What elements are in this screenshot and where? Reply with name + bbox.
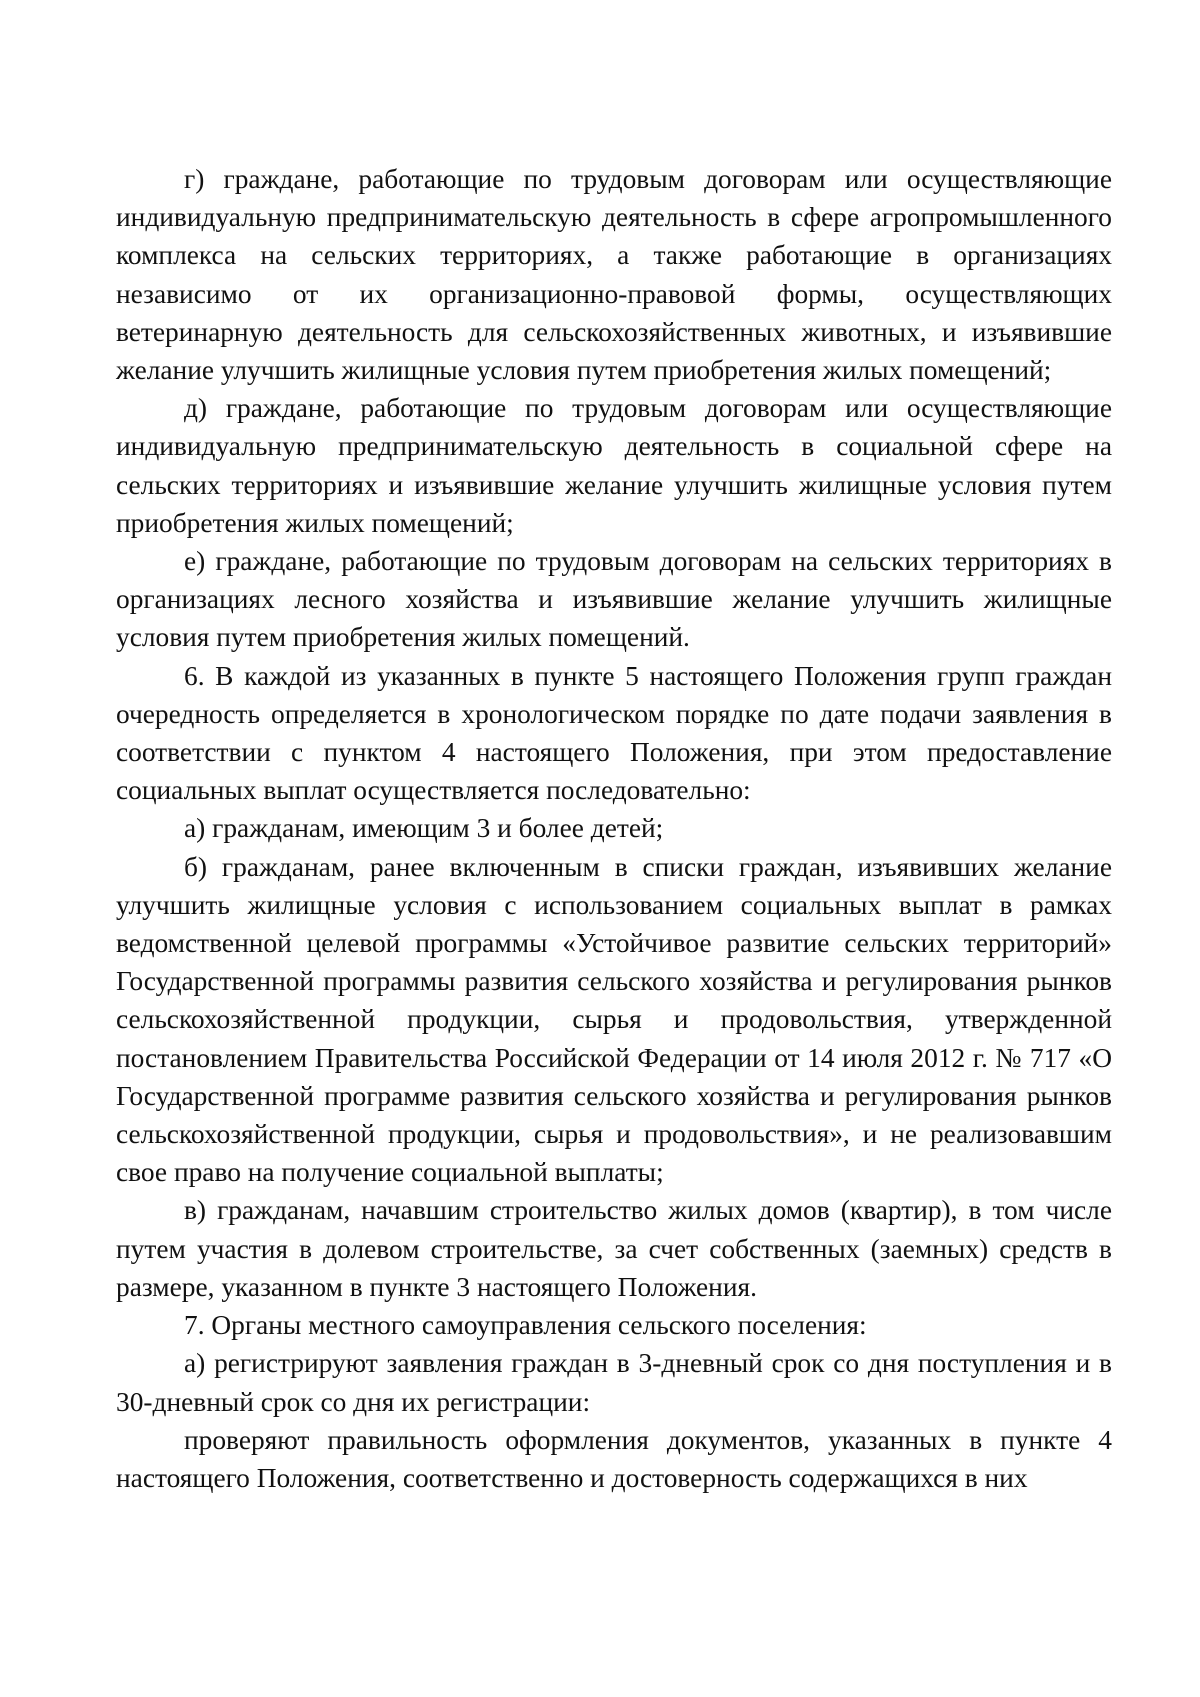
paragraph-d-citizens-social: д) граждане, работающие по трудовым договорам или осуществляющие индивидуальную предпринимательскую деятельность в социальной сфере на сельских территориях и изъявившие желание улучшить жилищные условия путем приобретения жилых помещений; <box>116 393 1112 538</box>
paragraph-a-three-children: а) гражданам, имеющим 3 и более детей; <box>184 813 664 844</box>
document-page <box>116 160 1112 1497</box>
paragraph-verify-documents: проверяют правильность оформления документов, указанных в пункте 4 настоящего Положения, соответственно и достоверность содержащихся в них <box>116 1424 1112 1493</box>
paragraph-e-citizens-forestry: е) граждане, работающие по трудовым договорам на сельских территориях в организациях лесного хозяйства и изъявившие желание улучшить жилищные условия путем приобретения жилых помещений. <box>116 546 1112 653</box>
paragraph-a-register-applications: а) регистрируют заявления граждан в 3-дневный срок со дня поступления и в 30-дневный срок со дня их регистрации: <box>116 1348 1112 1417</box>
paragraph-v-started-construction: в) гражданам, начавшим строительство жилых домов (квартир), в том числе путем участия в долевом строительстве, за счет собственных (заемных) средств в размере, указанном в пункте 3 настоящего Положения. <box>116 1195 1112 1302</box>
paragraph-item-6-queue-order: 6. В каждой из указанных в пункте 5 настоящего Положения групп граждан очередность определяется в хронологическом порядке по дате подачи заявления в соответствии с пунктом 4 настоящего Положения, при этом предоставление социальных выплат осуществляется последовательно: <box>116 660 1112 806</box>
paragraph-b-previously-listed: б) гражданам, ранее включенным в списки граждан, изъявивших желание улучшить жилищные условия с использованием социальных выплат в рамках ведомственной целевой программы «Устойчивое развитие сельских территорий» Государственной программы развития сельского хозяйства и регулирования рынков сельскохозяйственной продукции, сырья и продовольствия, утвержденной постановлением Правительства Российской Федерации от 14 июля 2012 г. № 717 «О Государственной программе развития сельского хозяйства и регулирования рынков сельскохозяйственной продукции, сырья и продовольствия», и не реализовавшим свое право на получение социальной выплаты; <box>116 851 1112 1188</box>
paragraph-g-citizens-agro: г) граждане, работающие по трудовым договорам или осуществляющие индивидуальную предпринимательскую деятельность в сфере агропромышленного комплекса на сельских территориях, а также работающие в организациях независимо от их организационно-правовой формы, осуществляющих ветеринарную деятельность для сельскохозяйственных животных, и изъявившие желание улучшить жилищные условия путем приобретения жилых помещений; <box>116 164 1112 386</box>
paragraph-item-7-local-government: 7. Органы местного самоуправления сельского поселения: <box>184 1310 867 1341</box>
